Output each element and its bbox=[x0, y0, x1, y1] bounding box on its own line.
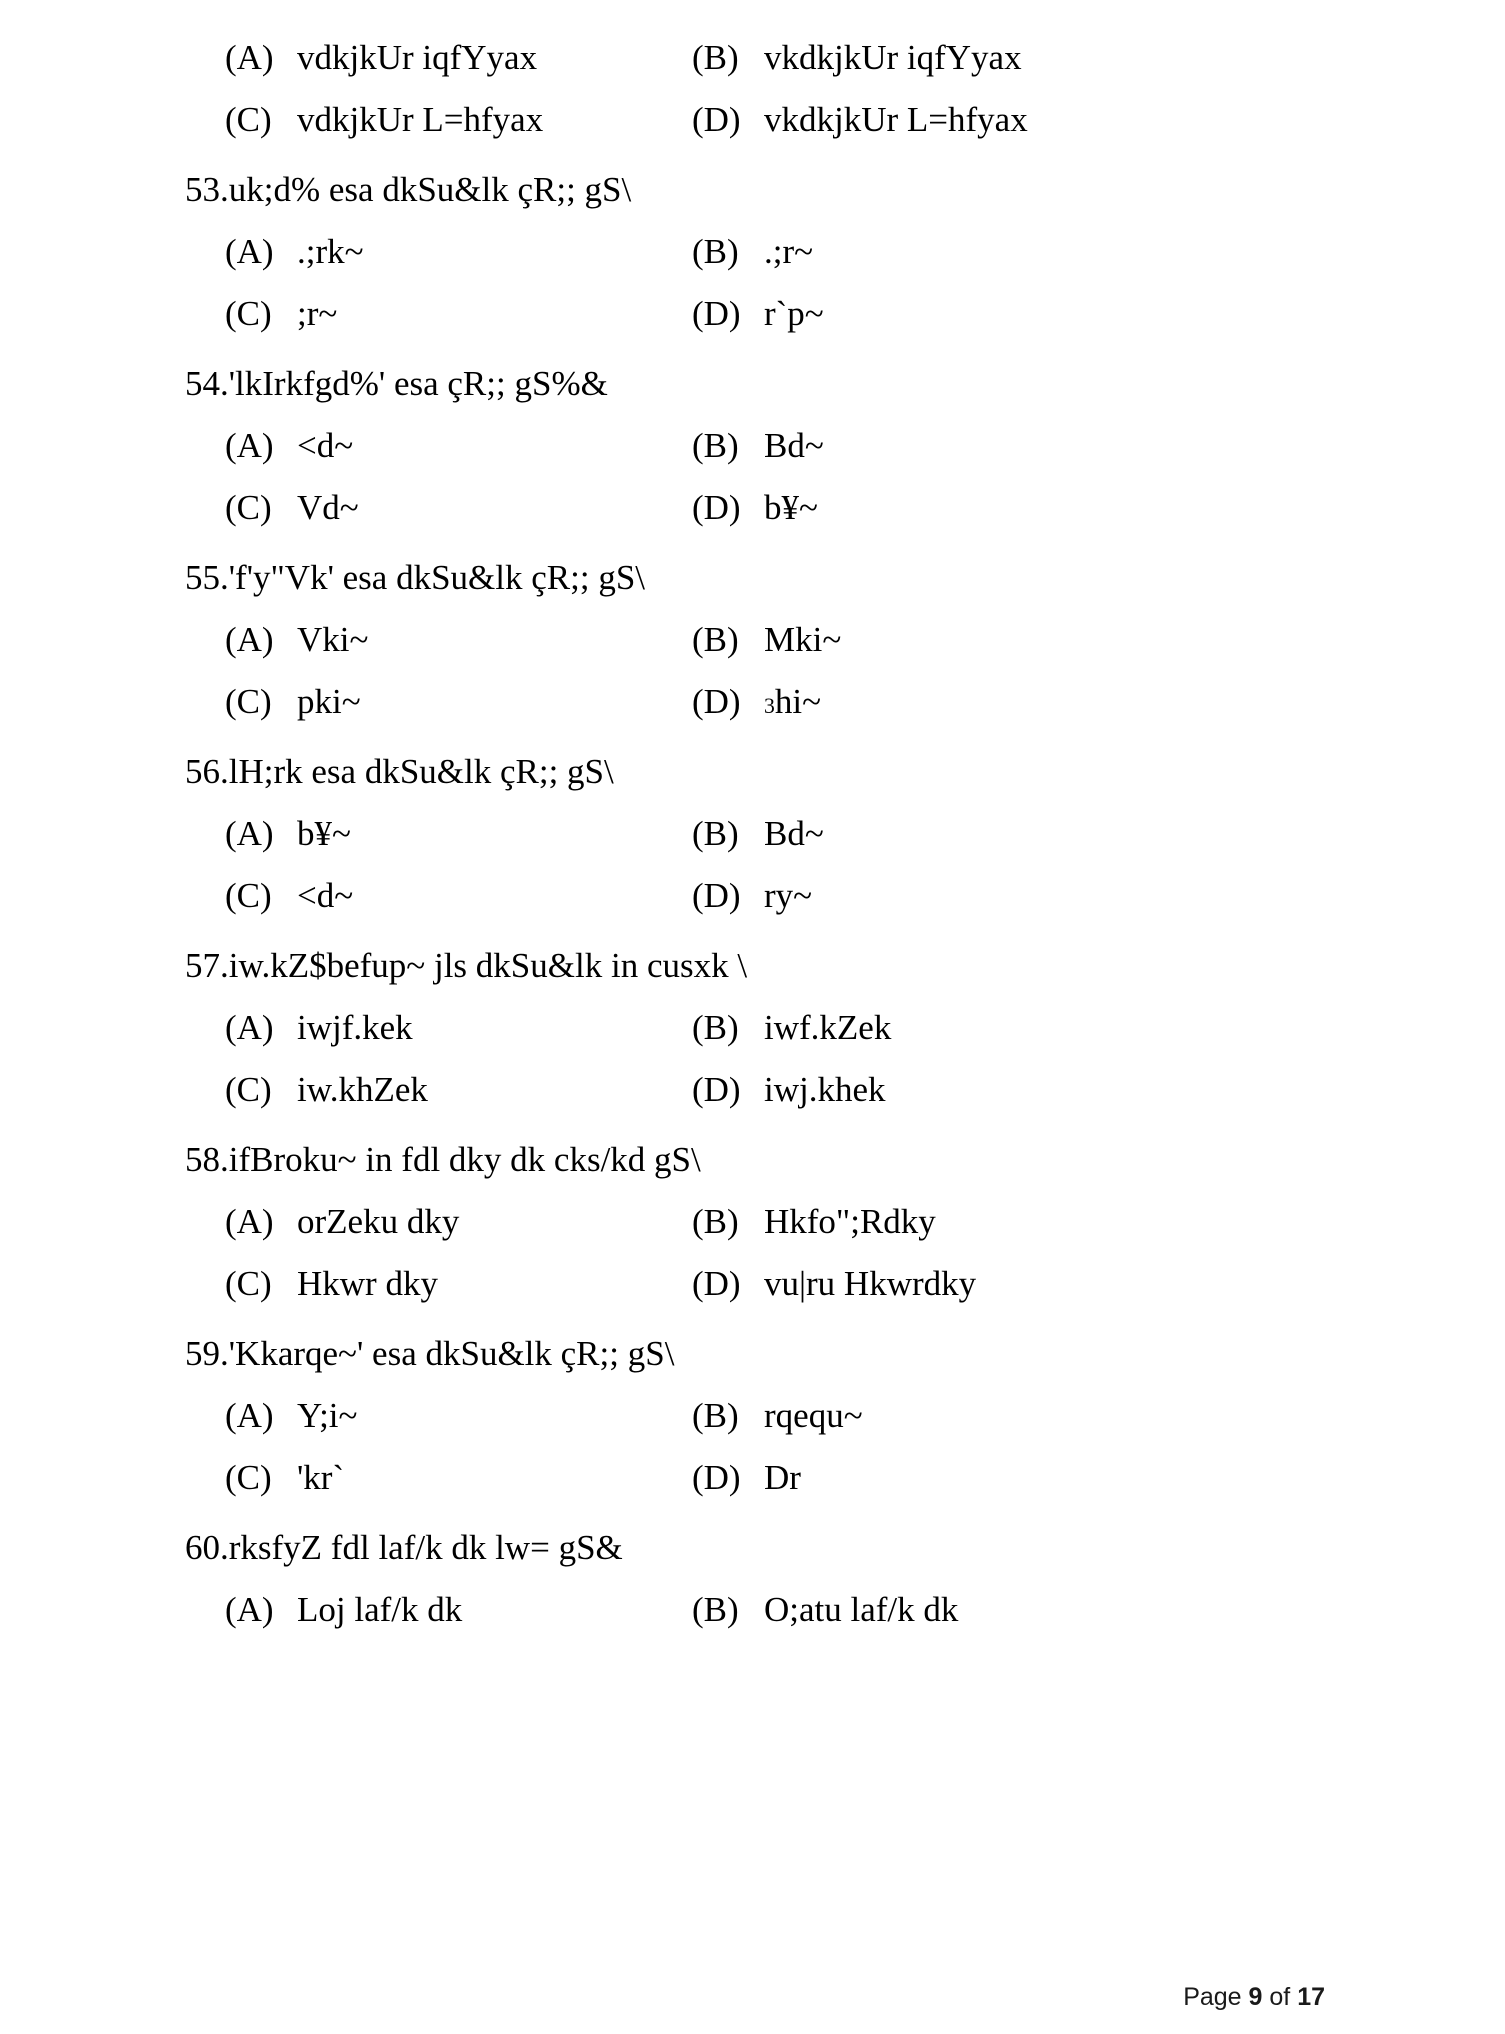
option-label: (A) bbox=[225, 814, 274, 853]
option-row bbox=[185, 876, 1325, 916]
question-57 bbox=[185, 946, 1325, 986]
option-row bbox=[185, 1396, 1325, 1436]
option-text: Bd~ bbox=[764, 426, 824, 465]
question-55 bbox=[185, 558, 1325, 598]
option-label: (A) bbox=[225, 1590, 274, 1629]
option-text: rqequ~ bbox=[764, 1396, 863, 1435]
option-row bbox=[185, 1458, 1325, 1498]
option-c[interactable] bbox=[185, 294, 655, 334]
option-row bbox=[185, 426, 1325, 466]
question-54 bbox=[185, 364, 1325, 404]
question-number: 60. bbox=[185, 1528, 229, 1567]
option-text: vkdkjkUr L=hfyax bbox=[764, 100, 1028, 139]
option-d[interactable] bbox=[655, 1070, 1325, 1110]
option-label: (A) bbox=[225, 38, 274, 77]
option-b[interactable] bbox=[655, 38, 1325, 78]
option-text: Vki~ bbox=[297, 620, 369, 659]
option-text: Loj laf/k dk bbox=[297, 1590, 463, 1629]
option-a[interactable] bbox=[185, 1396, 655, 1436]
option-text: .;rk~ bbox=[297, 232, 364, 271]
option-text: .;r~ bbox=[764, 232, 814, 271]
question-stem: rksfyZ fdl laf/k dk lw= gS& bbox=[228, 1528, 623, 1567]
option-label: (B) bbox=[692, 426, 739, 465]
option-b[interactable] bbox=[655, 232, 1325, 272]
option-b[interactable] bbox=[655, 426, 1325, 466]
option-row bbox=[185, 232, 1325, 272]
option-b[interactable] bbox=[655, 1202, 1325, 1242]
question-number: 59. bbox=[185, 1334, 229, 1373]
option-text: Y;i~ bbox=[297, 1396, 358, 1435]
option-label: (D) bbox=[692, 1264, 741, 1303]
option-a[interactable] bbox=[185, 1590, 655, 1630]
option-c[interactable] bbox=[185, 682, 655, 722]
option-text: vu|ru Hkwrdky bbox=[764, 1264, 977, 1303]
question-number: 57. bbox=[185, 946, 229, 985]
option-a[interactable] bbox=[185, 426, 655, 466]
option-label: (A) bbox=[225, 620, 274, 659]
question-stem: iw.kZ$befup~ jls dkSu&lk in cusxk \ bbox=[228, 946, 748, 985]
option-row bbox=[185, 1008, 1325, 1048]
option-b[interactable] bbox=[655, 1008, 1325, 1048]
option-label: (C) bbox=[225, 1264, 272, 1303]
option-row bbox=[185, 38, 1325, 78]
option-text: Hkfo";Rdky bbox=[764, 1202, 936, 1241]
option-label: (C) bbox=[225, 100, 272, 139]
option-text: Hkwr dky bbox=[297, 1264, 438, 1303]
option-d[interactable] bbox=[655, 100, 1325, 140]
option-d[interactable] bbox=[655, 876, 1325, 916]
option-text: b¥~ bbox=[764, 488, 818, 527]
option-label: (C) bbox=[225, 682, 272, 721]
footer-middle: of bbox=[1262, 1983, 1298, 2011]
footer-total-pages: 17 bbox=[1297, 1983, 1325, 2011]
option-row bbox=[185, 682, 1325, 722]
option-label: (C) bbox=[225, 488, 272, 527]
option-b[interactable] bbox=[655, 1590, 1325, 1630]
option-label: (C) bbox=[225, 1070, 272, 1109]
question-stem: lH;rk esa dkSu&lk çR;; gS\ bbox=[228, 752, 614, 791]
option-text: pki~ bbox=[297, 682, 361, 721]
option-b[interactable] bbox=[655, 1396, 1325, 1436]
option-b[interactable] bbox=[655, 814, 1325, 854]
footer-current-page: 9 bbox=[1248, 1983, 1263, 2011]
option-label: (A) bbox=[225, 426, 274, 465]
option-row bbox=[185, 488, 1325, 528]
option-d[interactable] bbox=[655, 1264, 1325, 1304]
option-a[interactable] bbox=[185, 232, 655, 272]
question-56 bbox=[185, 752, 1325, 792]
option-a[interactable] bbox=[185, 1202, 655, 1242]
option-label: (B) bbox=[692, 1202, 739, 1241]
option-label: (B) bbox=[692, 232, 739, 271]
question-stem: 'Kkarqe~' esa dkSu&lk çR;; gS\ bbox=[228, 1334, 675, 1373]
question-number: 55. bbox=[185, 558, 229, 597]
option-label: (D) bbox=[692, 100, 741, 139]
option-label: (D) bbox=[692, 876, 741, 915]
option-text: orZeku dky bbox=[297, 1202, 460, 1241]
option-a[interactable] bbox=[185, 1008, 655, 1048]
option-row bbox=[185, 1590, 1325, 1630]
option-d[interactable] bbox=[655, 1458, 1325, 1498]
option-label: (C) bbox=[225, 1458, 272, 1497]
option-label: (B) bbox=[692, 814, 739, 853]
option-row bbox=[185, 620, 1325, 660]
option-row bbox=[185, 1070, 1325, 1110]
option-c[interactable] bbox=[185, 1264, 655, 1304]
option-text: b¥~ bbox=[297, 814, 351, 853]
option-text: iwf.kZek bbox=[764, 1008, 892, 1047]
option-d[interactable] bbox=[655, 294, 1325, 334]
option-a[interactable] bbox=[185, 620, 655, 660]
option-text: vdkjkUr L=hfyax bbox=[297, 100, 544, 139]
question-stem: uk;d% esa dkSu&lk çR;; gS\ bbox=[228, 170, 632, 209]
option-row bbox=[185, 1264, 1325, 1304]
option-label: (B) bbox=[692, 1590, 739, 1629]
option-text: vdkjkUr iqfYyax bbox=[297, 38, 538, 77]
option-label: (B) bbox=[692, 38, 739, 77]
option-text: vkdkjkUr iqfYyax bbox=[764, 38, 1022, 77]
question-stem: 'lkIrkfgd%' esa çR;; gS%& bbox=[228, 364, 608, 403]
option-text: ;r~ bbox=[297, 294, 338, 333]
option-label: (C) bbox=[225, 294, 272, 333]
option-label: (D) bbox=[692, 488, 741, 527]
option-text: iw.khZek bbox=[297, 1070, 428, 1109]
option-d[interactable] bbox=[655, 488, 1325, 528]
option-label: (D) bbox=[692, 1070, 741, 1109]
question-60 bbox=[185, 1528, 1325, 1568]
question-stem: 'f'y"Vk' esa dkSu&lk çR;; gS\ bbox=[228, 558, 646, 597]
option-label: (B) bbox=[692, 620, 739, 659]
option-c[interactable] bbox=[185, 876, 655, 916]
option-row bbox=[185, 294, 1325, 334]
option-c[interactable] bbox=[185, 1458, 655, 1498]
option-label: (D) bbox=[692, 682, 741, 721]
option-a[interactable] bbox=[185, 38, 655, 78]
lead-options-block bbox=[185, 38, 1325, 140]
option-text: Bd~ bbox=[764, 814, 824, 853]
option-text: 'kr` bbox=[297, 1458, 345, 1497]
option-b[interactable] bbox=[655, 620, 1325, 660]
option-text: r`p~ bbox=[764, 294, 824, 333]
option-text: <d~ bbox=[297, 426, 354, 465]
option-label: (A) bbox=[225, 1008, 274, 1047]
option-text: O;atu laf/k dk bbox=[764, 1590, 959, 1629]
option-label: (A) bbox=[225, 1202, 274, 1241]
question-number: 58. bbox=[185, 1140, 229, 1179]
question-53 bbox=[185, 170, 1325, 210]
option-text: <d~ bbox=[297, 876, 354, 915]
option-label: (A) bbox=[225, 232, 274, 271]
option-label: (B) bbox=[692, 1008, 739, 1047]
option-label: (D) bbox=[692, 1458, 741, 1497]
question-number: 56. bbox=[185, 752, 229, 791]
option-label: (B) bbox=[692, 1396, 739, 1435]
option-label: (A) bbox=[225, 1396, 274, 1435]
footer-prefix: Page bbox=[1183, 1983, 1249, 2011]
question-stem: ifBroku~ in fdl dky dk cks/kd gS\ bbox=[228, 1140, 701, 1179]
page-footer bbox=[1183, 1983, 1325, 2012]
option-a[interactable] bbox=[185, 814, 655, 854]
question-number: 54. bbox=[185, 364, 229, 403]
option-label: (D) bbox=[692, 294, 741, 333]
option-c[interactable] bbox=[185, 1070, 655, 1110]
option-text: hi~ bbox=[774, 682, 822, 721]
option-text: iwj.khek bbox=[764, 1070, 886, 1109]
option-label: (C) bbox=[225, 876, 272, 915]
question-number: 53. bbox=[185, 170, 229, 209]
option-text: Dr bbox=[764, 1458, 801, 1497]
option-text: iwjf.kek bbox=[297, 1008, 413, 1047]
option-c[interactable] bbox=[185, 100, 655, 140]
question-59 bbox=[185, 1334, 1325, 1374]
option-d[interactable]: (D) 3 hi~ bbox=[692, 682, 822, 721]
option-row bbox=[185, 814, 1325, 854]
option-row bbox=[185, 1202, 1325, 1242]
option-row bbox=[185, 100, 1325, 140]
option-text: ry~ bbox=[764, 876, 813, 915]
option-text: Vd~ bbox=[297, 488, 359, 527]
option-c[interactable] bbox=[185, 488, 655, 528]
option-text: Mki~ bbox=[764, 620, 842, 659]
question-58 bbox=[185, 1140, 1325, 1180]
